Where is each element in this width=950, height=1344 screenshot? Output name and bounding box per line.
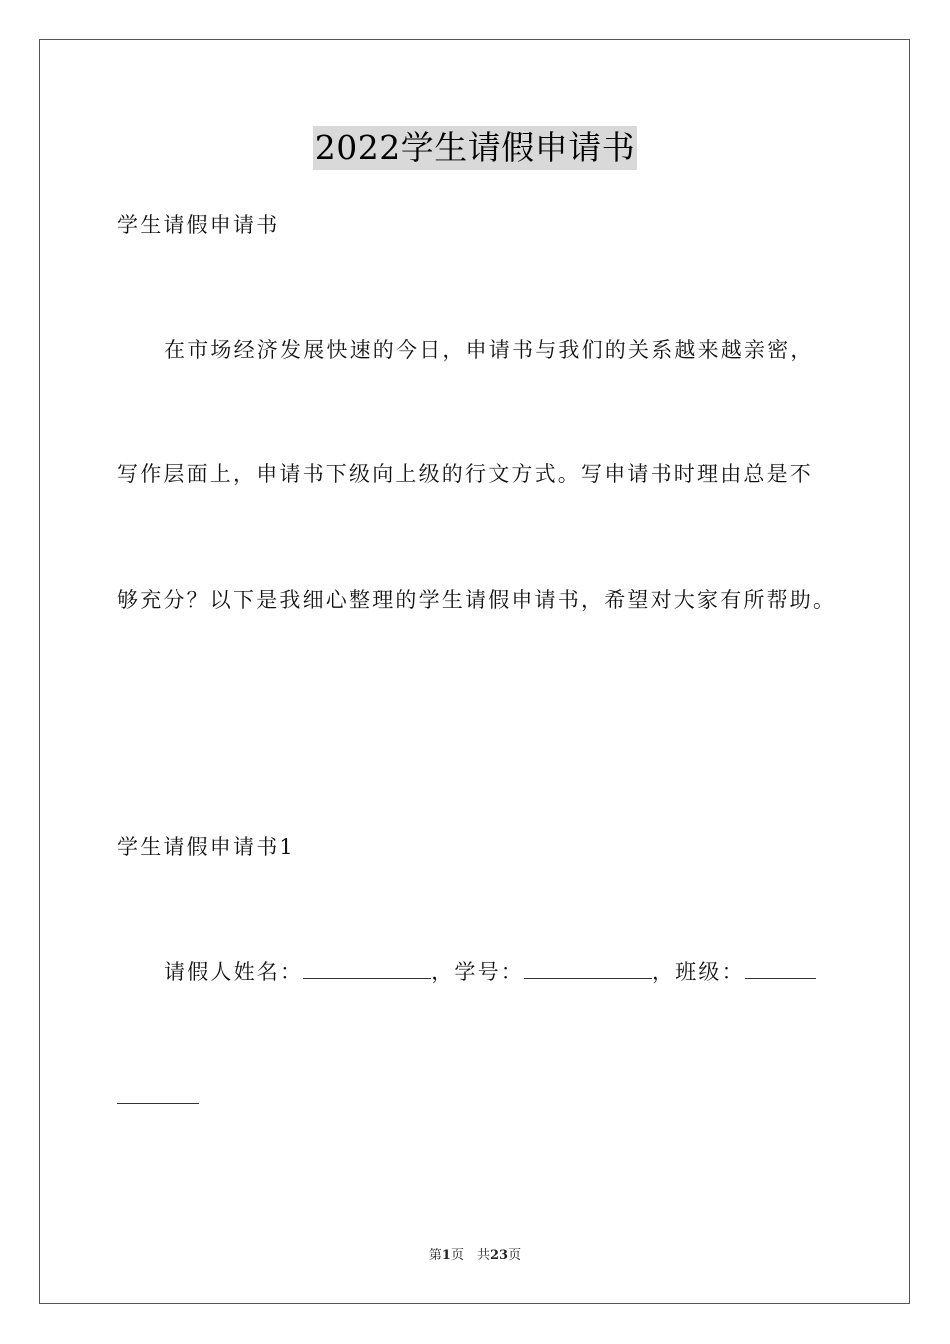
section-heading: 学生请假申请书1: [117, 835, 295, 859]
document-subtitle: 学生请假申请书: [117, 213, 280, 237]
footer-suffix: 页: [508, 1248, 522, 1263]
intro-line-2: 写作层面上，申请书下级向上级的行文方式。写申请书时理由总是不: [117, 462, 813, 486]
intro-line-3: 够充分？以下是我细心整理的学生请假申请书，希望对大家有所帮助。: [117, 588, 837, 612]
total-pages: 23: [489, 1248, 509, 1263]
current-page-number: 1: [441, 1248, 451, 1263]
form-line-continued: [117, 1083, 199, 1111]
class-label: ，班级：: [652, 960, 745, 984]
page-footer: [0, 1247, 950, 1265]
form-line: [164, 958, 816, 986]
document-title: 2022学生请假申请书: [313, 126, 637, 170]
name-blank: [303, 958, 431, 979]
class-blank-end: [117, 1083, 199, 1104]
footer-mid: 页 共: [450, 1248, 490, 1263]
class-blank-start: [745, 958, 816, 979]
student-id-label: ，学号：: [431, 960, 525, 984]
student-id-blank: [524, 958, 652, 979]
intro-line-1: 在市场经济发展快速的今日，申请书与我们的关系越来越亲密，: [164, 338, 814, 362]
document-title-wrapper: [0, 126, 950, 170]
name-label: 请假人姓名：: [164, 960, 304, 984]
footer-prefix: 第: [428, 1248, 442, 1263]
